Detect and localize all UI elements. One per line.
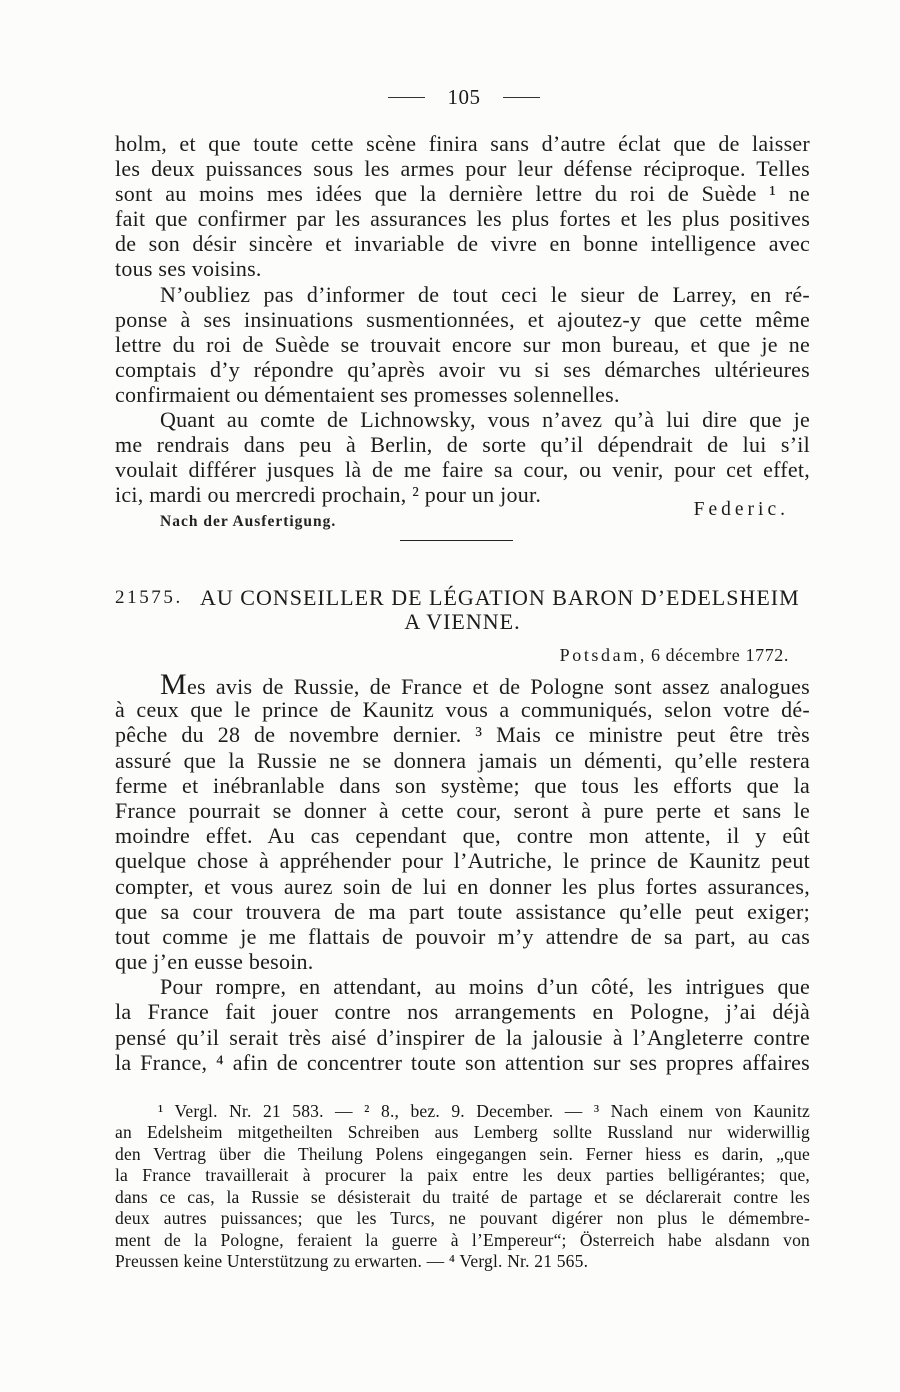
paragraph [115, 131, 810, 282]
text-line: comptais d’y répondre qu’après avoir vu si ses démarches ultérieures [115, 356, 810, 382]
text-line: holm, et que toute cette scène finira sans d’autre éclat que de laisser [115, 131, 810, 156]
text-line: moindre effet. Au cas cependant que, contre mon attente, il y eût [115, 823, 810, 849]
previous-letter-body [115, 131, 810, 507]
text-line: la France travaillerait à procurer la paix entre les deux parties belligérantes; que, [115, 1165, 810, 1186]
text-line: tous ses voisins. [115, 256, 262, 282]
running-header [388, 84, 540, 110]
letter-number: 21575. [115, 587, 183, 608]
text-line: France pourrait se donner à cette cour, seront à pure perte et sans le [115, 797, 810, 823]
text-line: fait que confirmer par les assurances les plus fortes et les plus positives [115, 206, 810, 232]
text-line: la France fait jouer contre nos arrangements en Pologne, j’ai déjà [115, 999, 810, 1025]
text-line: Quant au comte de Lichnowsky, vous n’avez qu’à lui dire que je [160, 407, 810, 433]
text-line: me rendrais dans peu à Berlin, de sorte qu’il dépendrait de lui s’il [115, 432, 810, 458]
text-line: quelque chose à appréhender pour l’Autriche, le prince de Kaunitz peut [115, 848, 810, 874]
section-rule [400, 540, 513, 541]
text-line: Pour rompre, en attendant, au moins d’un côté, les intrigues que [160, 974, 810, 1000]
paragraph [115, 407, 810, 507]
dateline-place: Potsdam, [559, 645, 647, 665]
text-line: assuré que la Russie ne se donnera jamais un démenti, qu’elle restera [115, 747, 810, 773]
text-line: les deux puissances sous les armes pour leur défense réciproque. Telles [115, 156, 810, 182]
text-line: la France, ⁴ afin de concentrer toute son attention sur ses propres affaires [115, 1049, 810, 1075]
text-line: que sa cour trouvera de ma part toute assistance qu’elle peut exiger; [115, 898, 810, 924]
text-line: N’oubliez pas d’informer de tout ceci le sieur de Larrey, en ré- [160, 281, 810, 307]
text-line: deux autres puissances; que les Turcs, ne pouvant digérer non plus le démembre- [115, 1208, 810, 1229]
source-note: Nach der Ausfertigung. [160, 513, 337, 530]
letter-title-line: AU CONSEILLER DE LÉGATION BARON D’EDELSHEIM [200, 585, 800, 610]
signature: Federic. [693, 499, 789, 520]
text-line: lettre du roi de Suède se trouvait encore sur mon bureau, et que je ne [115, 331, 810, 357]
header-rule-left [388, 97, 425, 98]
text-line: ferme et inébranlable dans son système; que tous les efforts que la [115, 772, 810, 798]
paragraph [115, 974, 810, 1075]
text-line: ici, mardi ou mercredi prochain, ² pour un jour. [115, 482, 542, 508]
text-line: den Vertrag über die Theilung Polens eingegangen sein. Ferner hiess es darin, „que [115, 1143, 810, 1164]
paragraph [115, 282, 810, 407]
text-line: confirmaient ou démentaient ses promesses solennelles. [115, 381, 620, 407]
dateline [115, 644, 789, 666]
text-line: que j’en eusse besoin. [115, 949, 314, 975]
letter-title-line: A VIENNE. [404, 609, 521, 634]
letter-body [115, 668, 810, 1075]
text-line: Preussen keine Unterstützung zu erwarten. — ⁴ Vergl. Nr. 21 565. [115, 1250, 589, 1271]
paragraph [115, 668, 810, 975]
text-line: tout comme je me flattais de pouvoir m’y attendre de sa part, au cas [115, 923, 810, 949]
text-line: an Edelsheim mitgetheilten Schreiben aus Lemberg sollte Russland nur widerwillig [115, 1122, 810, 1143]
page-number: 105 [447, 85, 481, 109]
dateline-date: 6 décembre 1772. [650, 645, 789, 665]
text-line: ment de la Pologne, feraient la guerre à l’Empereur“; Österreich habe alsdann von [115, 1229, 810, 1250]
text-line: voulait différer jusques là de me faire sa cour, ou venir, pour cet effet, [115, 457, 810, 483]
text-line: Mes avis de Russie, de France et de Pologne sont assez analogues [160, 668, 810, 701]
text-line: de son désir sincère et invariable de vivre en bonne intelligence avec [115, 231, 810, 257]
text-line: sont au moins mes idées que la dernière lettre du roi de Suède ¹ ne [115, 181, 810, 207]
text-line: pêche du 28 de novembre dernier. ³ Mais ce ministre peut être très [115, 722, 810, 748]
text-line: ¹ Vergl. Nr. 21 583. — ² 8., bez. 9. December. — ³ Nach einem von Kaunitz [158, 1101, 810, 1121]
text-line: pensé qu’il serait très aisé d’inspirer de la jalousie à l’Angleterre contre [115, 1024, 810, 1050]
text-line: dans ce cas, la Russie se désisterait du traité de partage et se déclarerait contre les [115, 1186, 810, 1207]
text-line: à ceux que le prince de Kaunitz vous a communiqués, selon votre dé- [115, 697, 810, 723]
text-line: ponse à ses insinuations susmentionnées, et ajoutez-y que cette même [115, 306, 810, 332]
header-rule-right [503, 97, 540, 98]
text-line: compter, et vous aurez soin de lui en donner les plus fortes assurances, [115, 873, 810, 899]
footnotes [115, 1101, 810, 1272]
